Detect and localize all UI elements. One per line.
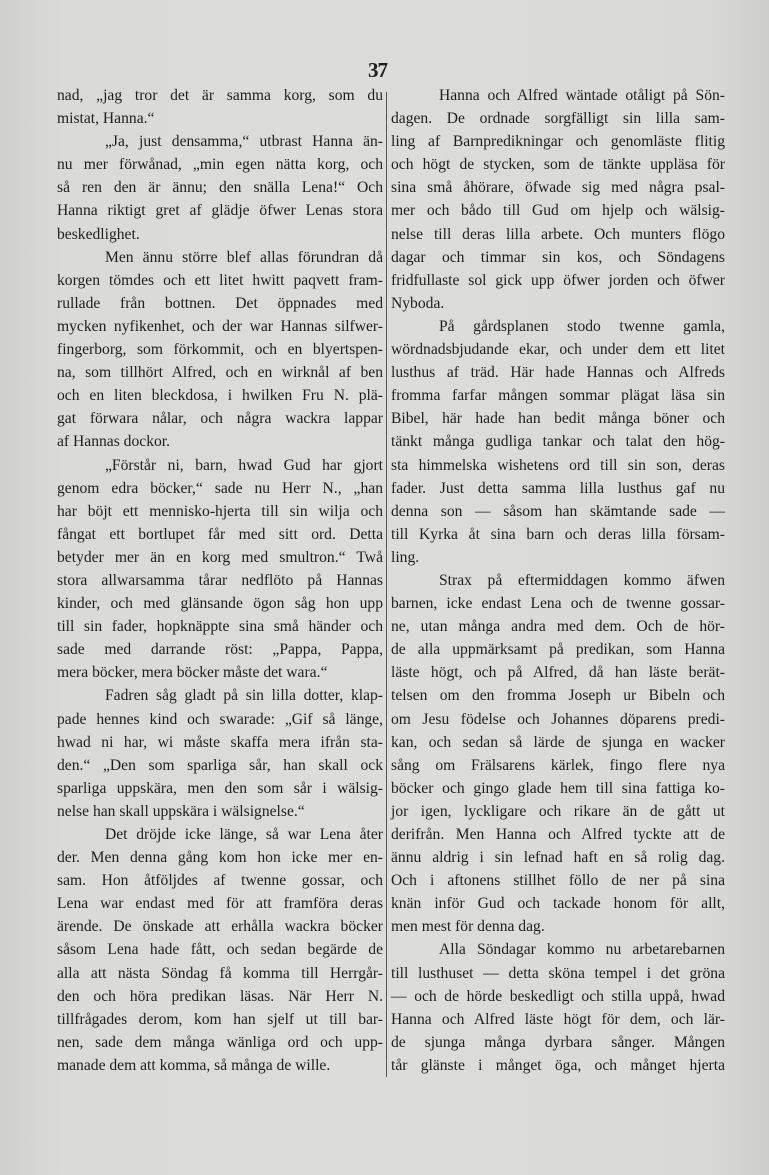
- text-line: till lusthuset — detta sköna tempel i det gröna: [391, 964, 725, 982]
- text-line: mycken nyfikenhet, och der war Hannas silfwer-: [57, 317, 383, 335]
- text-line: alla att nästa Söndag få komma till Herrgår-: [57, 964, 383, 982]
- paragraph: [391, 315, 725, 569]
- text-line: läste högt, och på Alfred, då han läste berät-: [391, 664, 725, 682]
- text-line: telsen om den fromma Joseph ur Bibeln och: [391, 687, 725, 705]
- text-line: sparliga uppskära, men den som sår i wälsig-: [57, 779, 383, 797]
- text-line: „Förstår ni, barn, hwad Gud har gjort: [105, 456, 383, 474]
- text-line: såsom Lena hade fått, och sedan begärde de: [57, 941, 383, 959]
- text-line: manade dem att komma, så många de wille.: [57, 1056, 331, 1074]
- text-line: och en liten bleckdosa, i hwilken Fru N. plä-: [57, 387, 383, 405]
- text-line: Det dröjde icke länge, så war Lena åter: [105, 826, 383, 843]
- text-line: der. Men denna gång kom hon icke mer en-: [57, 849, 383, 867]
- text-line: sta himmelska wishetens ord till sin son, deras: [391, 456, 725, 474]
- text-line: korgen tömdes och ett litet hwitt paqvett fram-: [57, 271, 383, 289]
- text-line: de alla uppmärksamt på predikan, som Hanna: [391, 641, 725, 659]
- text-line: Nyboda.: [391, 294, 445, 312]
- text-line: nelse till deras lilla arbete. Och munters flögo: [391, 225, 725, 243]
- text-line: ännu aldrig i sin lefnad haft en så rolig dag.: [391, 849, 725, 867]
- text-line: ling.: [391, 548, 420, 566]
- text-line: kinder, och med glänsande ögon såg hon upp: [57, 595, 383, 613]
- text-line: hwad ni har, wi måste skaffa mera ifrån sta-: [57, 733, 383, 751]
- text-line: Hanna riktigt gret af glädje öfwer Lenas stora: [57, 202, 383, 220]
- text-line: den.“ „Den som sparliga sår, han skall ock: [57, 756, 383, 774]
- text-line: af Hannas dockor.: [57, 433, 171, 451]
- text-line: nad, „jag tror det är samma korg, som du: [57, 87, 383, 104]
- text-line: betyder mer än en korg med smultron.“ Twå: [57, 548, 383, 566]
- text-line: stora allwarsamma tårar nedflöto på Hannas: [57, 571, 383, 589]
- text-line: Bibel, här hade han bedit många böner och: [391, 410, 725, 428]
- text-line: så ren den är ännu; den snälla Lena!“ Och: [57, 179, 383, 197]
- text-line: fångat ett bortlupet får med sitt ord. Detta: [57, 525, 383, 543]
- right-column: [391, 84, 725, 1077]
- text-line: pade hennes kind och swarade: „Gif så länge,: [57, 710, 383, 728]
- paragraph: [57, 823, 383, 1077]
- text-line: fromma farfar mången sommar plägat läsa sin: [391, 387, 725, 405]
- text-line: lusthus af träd. Här hade Hannas och Alfreds: [391, 364, 725, 382]
- text-line: till Kyrka åt sina barn och deras lilla försam-: [391, 525, 725, 543]
- page-number: 37: [368, 58, 387, 82]
- text-line: På gårdsplanen stodo twenne gamla,: [439, 317, 725, 335]
- text-line: fingerborg, som förkommit, och en blyertspen-: [57, 341, 383, 359]
- text-line: jor igen, lyckligare och rikare än de gått ut: [391, 802, 725, 820]
- text-line: sade med darrande röst: „Pappa, Pappa,: [57, 641, 383, 659]
- text-line: den och höra predikan läsas. När Herr N.: [57, 987, 383, 1005]
- text-line: sina små åhörare, öfwade sig med några psal-: [391, 179, 725, 197]
- text-line: nu mer förwånad, „min egen nätta korg, och: [57, 156, 383, 174]
- text-line: mera böcker, mera böcker måste det wara.“: [57, 664, 328, 682]
- text-line: „Ja, just densamma,“ utbrast Hanna än-: [105, 133, 383, 151]
- text-line: dagen. De ordnade sorgfälligt sin lilla sam-: [391, 110, 725, 128]
- text-line: om Jesu födelse och Johannes döparens predi-: [391, 710, 725, 728]
- text-line: dagar och timmar sin kos, och Söndagens: [391, 248, 725, 266]
- text-line: genom edra böcker,“ sade nu Herr N., „han: [57, 479, 383, 497]
- text-line: sam. Hon åtföljdes af twenne gossar, och: [57, 872, 383, 890]
- text-line: Alla Söndagar kommo nu arbetarebarnen: [439, 941, 725, 959]
- text-line: fader. Just detta samma lilla lusthus gaf nu: [391, 479, 725, 497]
- left-column: [57, 84, 383, 1077]
- text-line: ling af Barnpredikningar och genomläste flitig: [391, 133, 725, 151]
- text-line: har böjt ett mennisko-hjerta till sin wilja och: [57, 502, 383, 520]
- paragraph: [391, 84, 725, 315]
- text-line: mer och bådo till Gud om hjelp och wälsig-: [391, 202, 725, 220]
- text-line: nelse han skall uppskära i wälsignelse.“: [57, 802, 305, 820]
- text-line: tänkt många gudliga tankar och talat den hög-: [391, 433, 725, 451]
- text-line: till sin fader, hopknäppte sina små händer och: [57, 618, 383, 636]
- paragraph: [57, 454, 383, 685]
- text-line: ärende. De önskade att erhålla wackra böcker: [57, 918, 383, 936]
- paragraph: [391, 938, 725, 1077]
- column-divider: [386, 92, 387, 1077]
- text-line: böcker och gingo glade hem till sina fattiga ko-: [391, 779, 725, 797]
- paragraph: [57, 84, 383, 130]
- text-line: och högt de stycken, som de tänkte uppläsa för: [391, 156, 725, 174]
- text-line: knän inför Gud och tackade honom för allt,: [391, 895, 725, 913]
- text-line: mistat, Hanna.“: [57, 110, 155, 128]
- text-line: wördnadsbjudande ekar, och under dem ett litet: [391, 341, 725, 359]
- text-line: gat förwara nålar, och några wackra lappar: [57, 410, 383, 428]
- text-line: beskedlighet.: [57, 225, 140, 243]
- text-line: fridfullaste sol gick upp öfwer jorden och öfwer: [391, 271, 725, 289]
- text-line: Fadren såg gladt på sin lilla dotter, klap-: [105, 687, 383, 705]
- text-line: Strax på eftermiddagen kommo äfwen: [439, 571, 725, 589]
- text-line: Hanna och Alfred läste högt för dem, och lär-: [391, 1010, 725, 1028]
- text-line: de sjunga många dyrbara sånger. Mången: [391, 1033, 725, 1051]
- text-line: men mest för denna dag.: [391, 918, 545, 936]
- text-line: tår glänste i månget öga, och månget hjerta: [391, 1056, 725, 1074]
- paragraph: [57, 684, 383, 823]
- text-line: sång om Frälsarens kärlek, fingo flere nya: [391, 756, 725, 774]
- text-line: Lena war endast med för att framföra deras: [57, 895, 383, 913]
- text-line: barnen, icke endast Lena och de twenne gossar-: [391, 595, 725, 613]
- text-line: nen, sade dem många wänliga ord och upp-: [57, 1033, 383, 1051]
- text-line: ne, utan många andra med dem. Och de hör-: [391, 618, 725, 636]
- text-line: na, som tillhört Alfred, och en wirknål af ben: [57, 364, 383, 382]
- text-line: tillfrågades derom, kom han sjelf ut till bar-: [57, 1010, 383, 1028]
- paragraph: [57, 130, 383, 245]
- text-line: kan, och sedan så lärde de sjunga en wacker: [391, 733, 725, 751]
- text-line: Men ännu större blef allas förundran då: [105, 248, 383, 266]
- text-line: Och i aftonens stillhet föllo de ner på sina: [391, 872, 725, 890]
- paragraph: [57, 246, 383, 454]
- text-line: denna son — såsom han skämtande sade —: [391, 502, 725, 520]
- text-line: Hanna och Alfred wäntade otåligt på Sön-: [439, 87, 725, 104]
- paragraph: [391, 569, 725, 939]
- text-line: — och de hörde beskedligt och stilla uppå, hwad: [391, 987, 725, 1005]
- text-line: derifrån. Men Hanna och Alfred tyckte att de: [391, 826, 725, 843]
- text-line: rullade från bottnen. Det öppnades med: [57, 294, 383, 312]
